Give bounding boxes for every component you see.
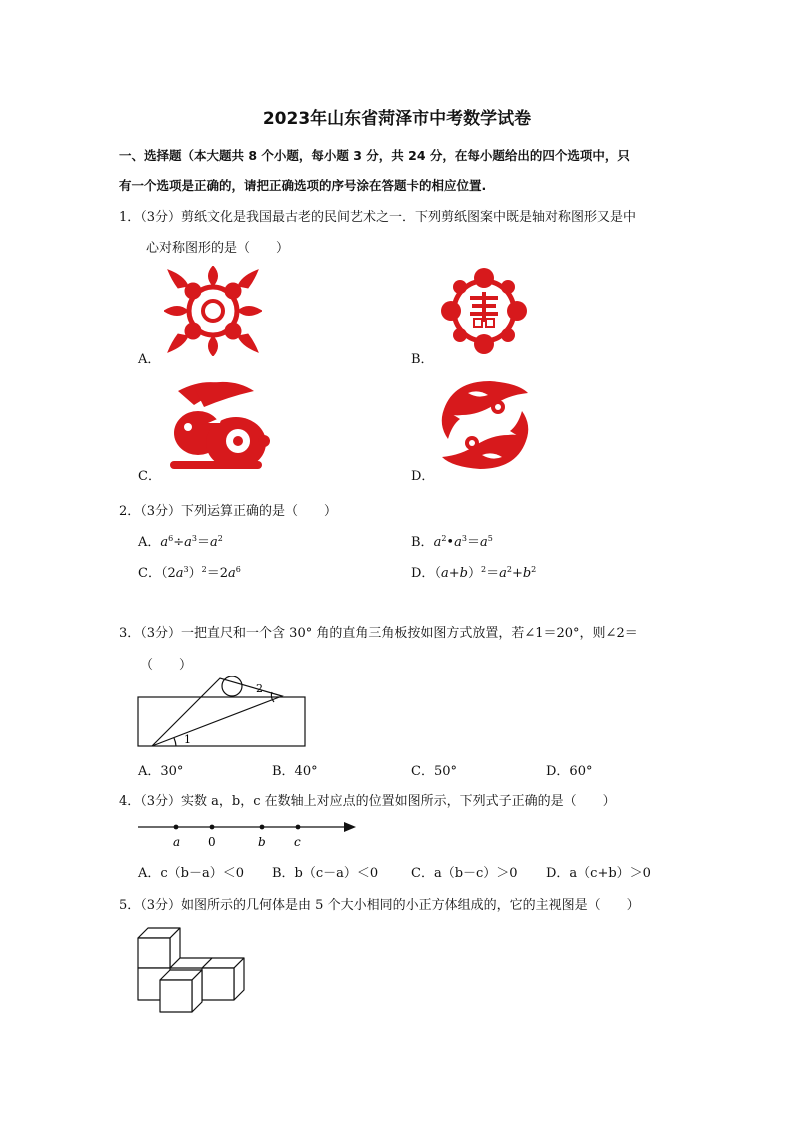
triangle-hole xyxy=(222,676,242,696)
section-heading-line1: 一、选择题（本大题共 8 个小题，每小题 3 分，共 24 分，在每小题给出的四个选项中，只 xyxy=(119,148,630,163)
q2-option-b-label: B． xyxy=(411,535,434,550)
q2-stem: 2．（3分）下列运算正确的是（ ） xyxy=(119,504,338,519)
angle-1-label: 1 xyxy=(184,733,191,746)
point-a xyxy=(174,825,179,830)
q1-option-b-label: B． xyxy=(411,352,434,367)
q2-option-d-label: D． xyxy=(411,566,435,581)
q5-stem: 5．（3分）如图所示的几何体是由 5 个大小相同的小正方体组成的，它的主视图是（ ） xyxy=(119,898,640,913)
papercut-rabbit-image xyxy=(164,377,272,473)
q3-stem-line2: （ ） xyxy=(140,658,193,673)
q2-option-d: D．$(a+b)^2=a^2+b^2$ xyxy=(411,565,537,581)
q3-option-b: B．40° xyxy=(272,764,318,779)
q1-stem-line2: 心对称图形的是（ ） xyxy=(146,241,290,256)
q3-option-a: A．30° xyxy=(138,764,184,779)
ruler-triangle-figure xyxy=(136,676,308,750)
q3-option-c: C．50° xyxy=(411,764,457,779)
papercut-fish-image xyxy=(438,375,532,475)
cube-stack-figure xyxy=(134,924,250,1014)
papercut-double-happiness-image xyxy=(438,266,530,356)
ruler-shape xyxy=(138,697,305,746)
q1-option-c-label: C． xyxy=(138,469,161,484)
q3-stem-line1: 3．（3分）一把直尺和一个含 30° 角的直角三角板按如图方式放置，若∠1＝20°，则∠2＝ xyxy=(119,626,638,641)
page-title: 2023年山东省菏泽市中考数学试卷 xyxy=(262,109,532,129)
section-heading-line2: 有一个选项是正确的，请把正确选项的序号涂在答题卡的相应位置. xyxy=(119,178,487,193)
q4-option-b: B．b（c－a）＜0 xyxy=(272,866,379,881)
axis-label-a: a xyxy=(173,835,181,849)
point-zero xyxy=(210,825,215,830)
point-c xyxy=(296,825,301,830)
q2-option-b: B．$a^2•a^3=a^5$ xyxy=(411,534,493,550)
q2-option-a: A．$a^6\div a^3=a^2$ xyxy=(138,534,223,550)
axis-label-c: c xyxy=(294,835,301,849)
q2-option-a-label: A． xyxy=(138,535,161,550)
q1-option-d-label: D． xyxy=(411,469,435,484)
q4-stem: 4．（3分）实数 a，b，c 在数轴上对应点的位置如图所示，下列式子正确的是（ ） xyxy=(119,794,616,809)
axis-label-zero: 0 xyxy=(208,835,216,849)
q3-option-d: D．60° xyxy=(546,764,593,779)
angle-2-label: 2 xyxy=(256,682,263,695)
papercut-crab-image xyxy=(164,266,262,356)
q4-option-c: C．a（b－c）＞0 xyxy=(411,866,518,881)
q2-option-c-label: C． xyxy=(138,566,161,581)
q4-option-d: D．a（c+b）＞0 xyxy=(546,866,651,881)
q1-option-a-label: A． xyxy=(138,352,161,367)
point-b xyxy=(260,825,265,830)
q4-option-a: A．c（b－a）＜0 xyxy=(138,866,245,881)
axis-label-b: b xyxy=(258,835,266,849)
number-line-figure xyxy=(136,816,360,852)
q1-stem-line1: 1．（3分）剪纸文化是我国最古老的民间艺术之一．下列剪纸图案中既是轴对称图形又是中 xyxy=(119,210,637,225)
q2-option-c: C．$(2a^3)^2=2a^6$ xyxy=(138,565,241,581)
arrow-head-icon xyxy=(344,822,356,832)
